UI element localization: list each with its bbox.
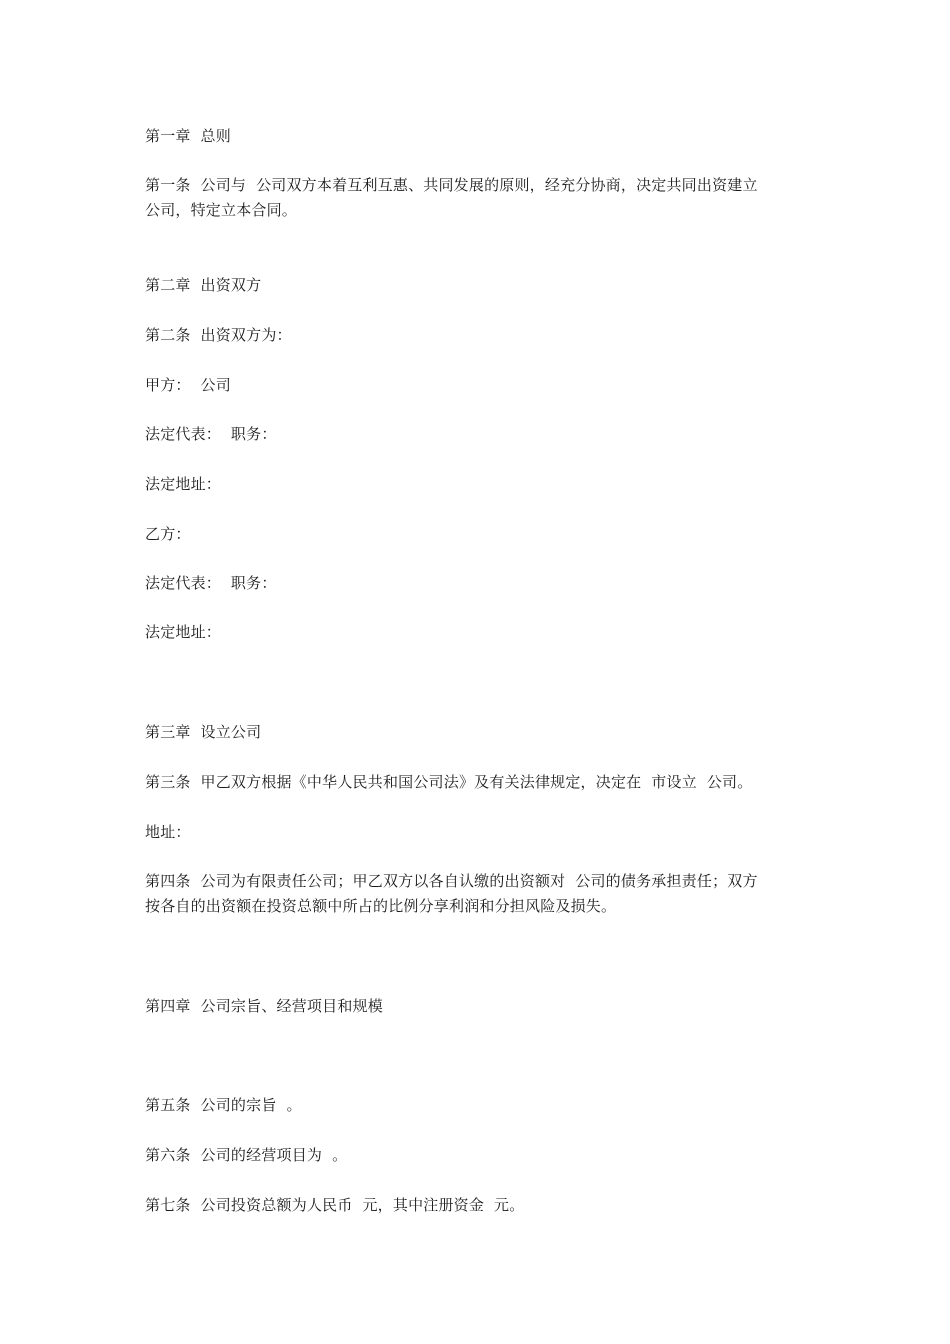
article-4-line-2: 按各自的出资额在投资总额中所占的比例分享利润和分担风险及损失。: [145, 897, 617, 915]
chapter-3-heading: 第三章 设立公司: [145, 723, 262, 741]
article-5: 第五条 公司的宗旨 。: [145, 1096, 302, 1114]
article-2: 第二条 出资双方为：: [145, 326, 292, 344]
party-b: 乙方：: [145, 525, 191, 543]
article-1-line-1: 第一条 公司与 公司双方本着互利互惠、共同发展的原则，经充分协商，决定共同出资建立: [145, 176, 758, 194]
chapter-2-heading: 第二章 出资双方: [145, 276, 262, 294]
company-address: 地址：: [145, 823, 191, 841]
chapter-4-heading: 第四章 公司宗旨、经营项目和规模: [145, 997, 383, 1015]
article-7: 第七条 公司投资总额为人民币 元，其中注册资金 元。: [145, 1196, 525, 1214]
party-a-address: 法定地址：: [145, 475, 222, 493]
article-3: 第三条 甲乙双方根据《中华人民共和国公司法》及有关法律规定，决定在 市设立 公司。: [145, 773, 753, 791]
article-6: 第六条 公司的经营项目为 。: [145, 1146, 348, 1164]
article-4-line-1: 第四条 公司为有限责任公司；甲乙双方以各自认缴的出资额对 公司的债务承担责任；双方: [145, 872, 758, 890]
party-a-representative: 法定代表： 职务：: [145, 425, 277, 443]
chapter-1-heading: 第一章 总则: [145, 127, 231, 145]
party-b-address: 法定地址：: [145, 623, 222, 641]
party-a: 甲方： 公司: [145, 376, 231, 394]
party-b-representative: 法定代表： 职务：: [145, 574, 277, 592]
article-1-line-2: 公司，特定立本合同。: [145, 201, 298, 219]
